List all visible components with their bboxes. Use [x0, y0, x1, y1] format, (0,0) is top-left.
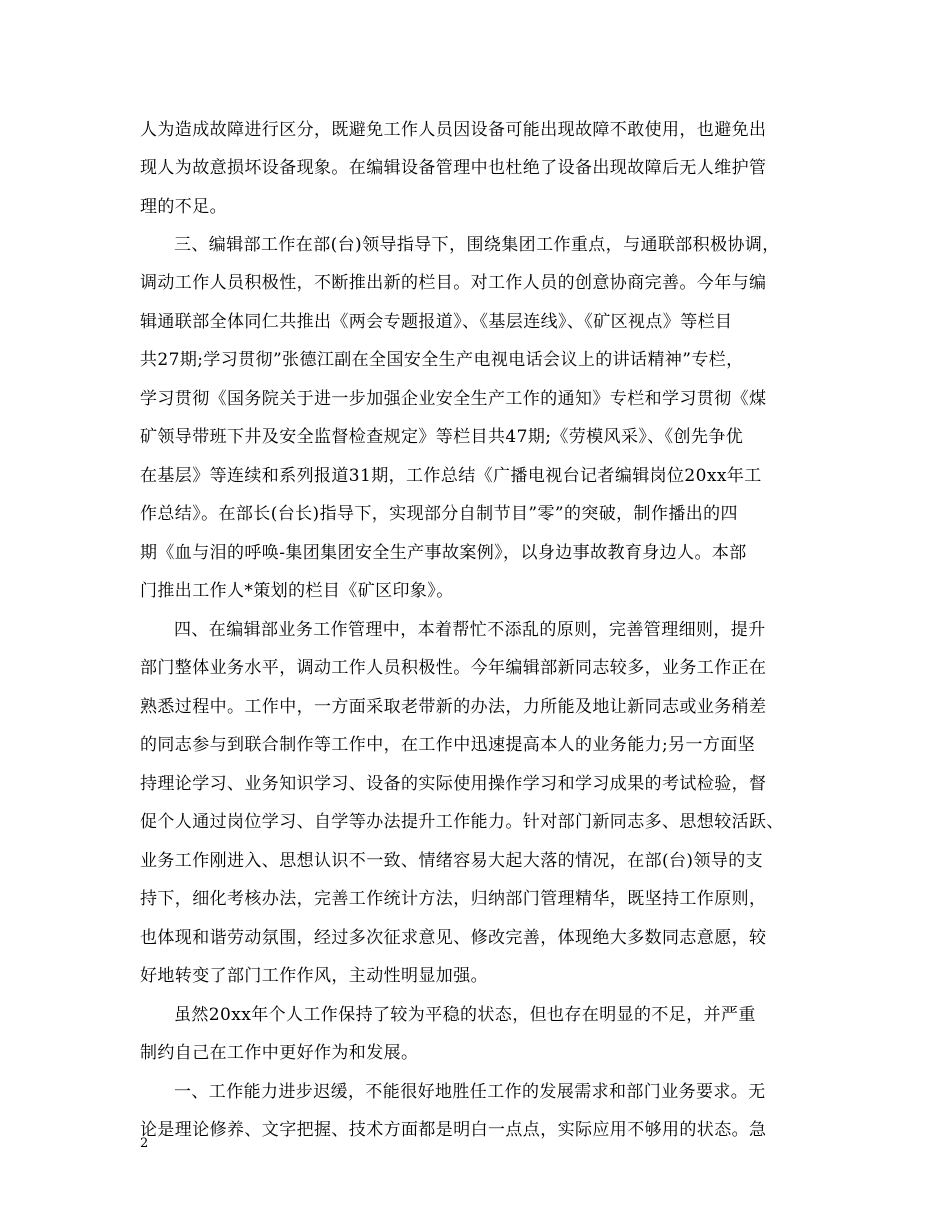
text-line: 门推出工作人*策划的栏目《矿区印象》。	[140, 581, 454, 601]
text-line: 调动工作人员积极性，不断推出新的栏目。对工作人员的创意协商完善。今年与编	[140, 273, 767, 293]
text-line: 矿领导带班下井及安全监督检查规定》等栏目共47期;《劳模风采》、《创先争优	[140, 427, 744, 447]
paragraph-start-line: 虽然20xx年个人工作保持了较为平稳的状态，但也存在明显的不足，并严重	[174, 1005, 756, 1025]
text-line: 好地转变了部门工作作风，主动性明显加强。	[140, 966, 488, 986]
paragraph-start-line: 四、在编辑部业务工作管理中，本着帮忙不添乱的原则，完善管理细则，提升	[174, 620, 766, 640]
text-line: 现人为故意损坏设备现象。在编辑设备管理中也杜绝了设备出现故障后无人维护管	[140, 158, 767, 178]
text-line: 持理论学习、业务知识学习、设备的实际使用操作学习和学习成果的考试检验，督	[140, 774, 767, 794]
text-line: 部门整体业务水平，调动工作人员积极性。今年编辑部新同志较多，业务工作正在	[140, 658, 767, 678]
text-line: 论是理论修养、文字把握、技术方面都是明白一点点，实际应用不够用的状态。急	[140, 1120, 767, 1140]
text-line: 人为造成故障进行区分，既避免工作人员因设备可能出现故障不敢使用，也避免出	[140, 120, 767, 140]
text-line: 业务工作刚进入、思想认识不一致、情绪容易大起大落的情况，在部(台)领导的支	[140, 851, 764, 871]
text-line: 在基层》等连续和系列报道31期，工作总结《广播电视台记者编辑岗位20xx年工	[140, 466, 762, 486]
text-line: 制约自己在工作中更好作为和发展。	[140, 1043, 419, 1063]
text-line: 熟悉过程中。工作中，一方面采取老带新的办法，力所能及地让新同志或业务稍差	[140, 697, 767, 717]
page-number: 2	[140, 1136, 149, 1151]
text-line: 理的不足。	[140, 197, 227, 217]
text-line: 持下，细化考核办法，完善工作统计方法，归纳部门管理精华，既坚持工作原则，	[140, 889, 767, 909]
text-line: 的同志参与到联合制作等工作中，在工作中迅速提高本人的业务能力;另一方面坚	[140, 735, 756, 755]
text-line: 促个人通过岗位学习、自学等办法提升工作能力。针对部门新同志多、思想较活跃、	[140, 812, 784, 832]
paragraph-start-line: 一、工作能力进步迟缓，不能很好地胜任工作的发展需求和部门业务要求。无	[174, 1082, 766, 1102]
text-line: 也体现和谐劳动氛围，经过多次征求意见、修改完善，体现绝大多数同志意愿，较	[140, 928, 767, 948]
text-line: 学习贯彻《国务院关于进一步加强企业安全生产工作的通知》专栏和学习贯彻《煤	[140, 389, 767, 409]
text-line: 期《血与泪的呼唤-集团集团安全生产事故案例》，以身边事故教育身边人。本部	[140, 543, 747, 563]
text-line: 共27期;学习贯彻”张德江副在全国安全生产电视电话会议上的讲话精神”专栏，	[140, 350, 744, 370]
text-line: 作总结》。在部长(台长)指导下，实现部分自制节目”零”的突破，制作播出的四	[140, 504, 738, 524]
text-line: 辑通联部全体同仁共推出《两会专题报道》、《基层连线》、《矿区视点》等栏目	[140, 312, 733, 332]
paragraph-start-line: 三、编辑部工作在部(台)领导指导下，围绕集团工作重点，与通联部积极协调，	[174, 235, 780, 255]
